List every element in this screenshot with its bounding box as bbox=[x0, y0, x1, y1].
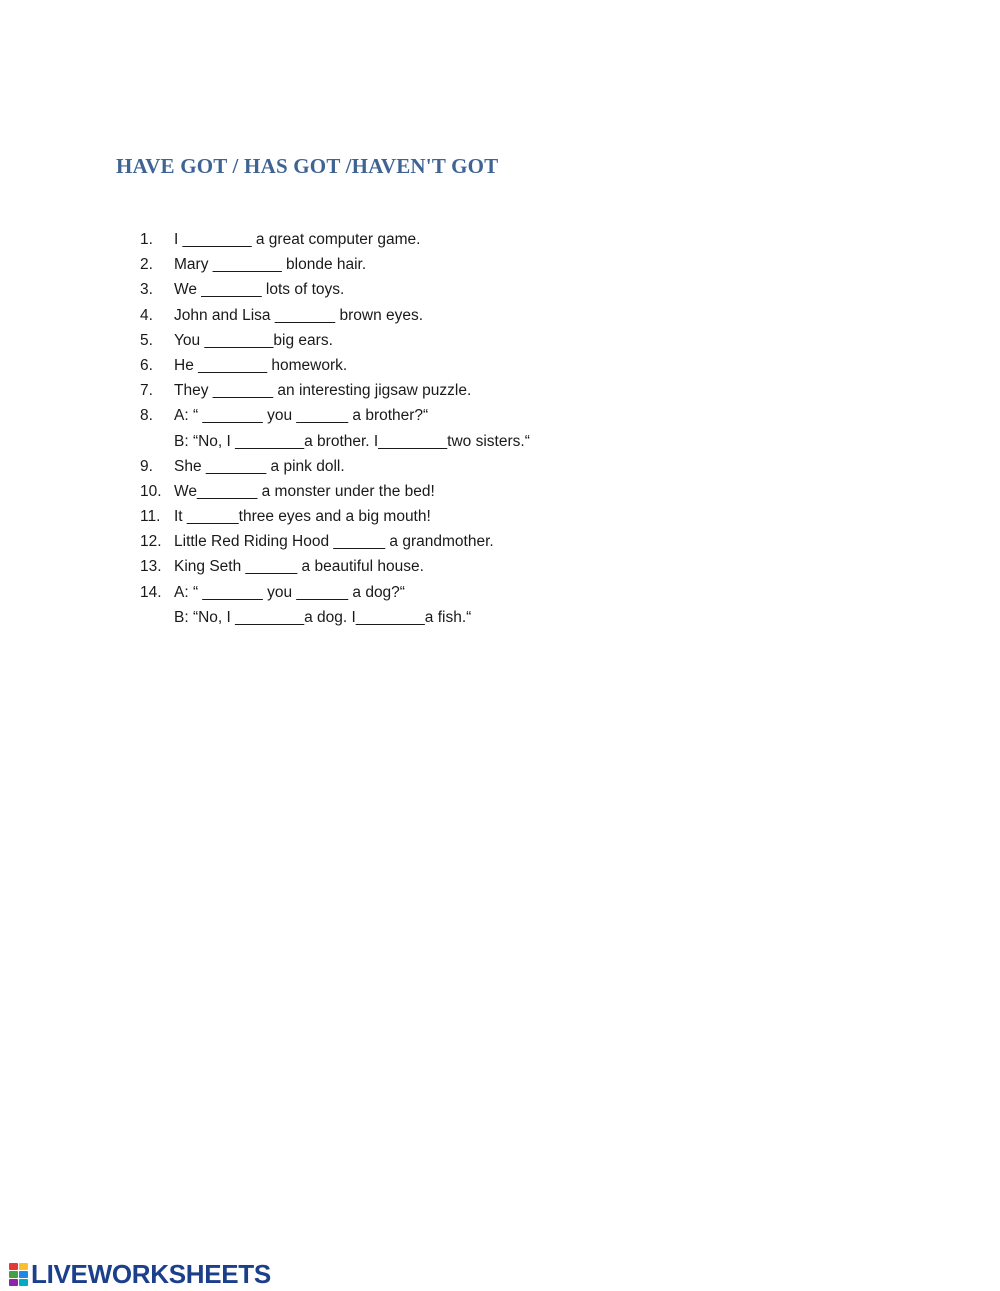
logo-block bbox=[9, 1279, 18, 1286]
item-sentence: We_______ a monster under the bed! bbox=[174, 482, 435, 500]
item-number: 11. bbox=[140, 508, 161, 526]
item-sentence: Mary ________ blonde hair. bbox=[174, 256, 367, 274]
item-number: 9. bbox=[140, 457, 153, 475]
exercise-item-7 bbox=[140, 378, 900, 403]
item-sentence: B: “No, I ________a dog. I________a fish.“ bbox=[174, 608, 472, 626]
exercise-list bbox=[140, 227, 900, 630]
exercise-item-4 bbox=[140, 303, 900, 328]
item-sentence: A: “ _______ you ______ a dog?“ bbox=[174, 583, 405, 601]
exercise-item-14a bbox=[140, 580, 900, 605]
item-number: 13. bbox=[140, 558, 162, 576]
item-sentence: She _______ a pink doll. bbox=[174, 457, 345, 475]
logo-icon bbox=[8, 1262, 28, 1286]
item-sentence: They _______ an interesting jigsaw puzzle. bbox=[174, 382, 472, 400]
item-sentence: King Seth ______ a beautiful house. bbox=[174, 558, 424, 576]
exercise-item-9 bbox=[140, 454, 900, 479]
item-sentence: We _______ lots of toys. bbox=[174, 281, 345, 299]
exercise-item-13 bbox=[140, 554, 900, 579]
item-sentence: John and Lisa _______ brown eyes. bbox=[174, 306, 424, 324]
item-number: 10. bbox=[140, 482, 162, 500]
item-sentence: It ______three eyes and a big mouth! bbox=[174, 508, 431, 526]
item-number: 4. bbox=[140, 306, 153, 324]
exercise-item-10 bbox=[140, 479, 900, 504]
exercise-item-14b bbox=[140, 605, 900, 630]
exercise-item-12 bbox=[140, 529, 900, 554]
item-number: 6. bbox=[140, 356, 153, 374]
item-number: 2. bbox=[140, 256, 153, 274]
exercise-item-8b bbox=[140, 429, 900, 454]
logo-block bbox=[9, 1271, 18, 1278]
item-number: 8. bbox=[140, 407, 153, 425]
exercise-item-5 bbox=[140, 328, 900, 353]
exercise-item-2 bbox=[140, 252, 900, 277]
logo-block bbox=[19, 1271, 28, 1278]
item-number: 5. bbox=[140, 331, 153, 349]
item-sentence: A: “ _______ you ______ a brother?“ bbox=[174, 407, 429, 425]
exercise-item-3 bbox=[140, 277, 900, 302]
exercise-item-6 bbox=[140, 353, 900, 378]
logo-block bbox=[9, 1263, 18, 1270]
worksheet-title: HAVE GOT / HAS GOT /HAVEN'T GOT bbox=[116, 154, 499, 178]
exercise-item-11 bbox=[140, 504, 900, 529]
item-sentence: He ________ homework. bbox=[174, 356, 348, 374]
logo-text: LIVEWORKSHEETS bbox=[31, 1259, 271, 1289]
item-sentence: You ________big ears. bbox=[174, 331, 333, 349]
liveworksheets-logo bbox=[8, 1260, 271, 1288]
exercise-item-1 bbox=[140, 227, 900, 252]
logo-block bbox=[19, 1263, 28, 1270]
item-number: 14. bbox=[140, 583, 162, 601]
exercise-item-8a bbox=[140, 403, 900, 428]
item-number: 7. bbox=[140, 382, 153, 400]
logo-block bbox=[19, 1279, 28, 1286]
item-number: 3. bbox=[140, 281, 153, 299]
item-number: 12. bbox=[140, 533, 162, 551]
item-sentence: I ________ a great computer game. bbox=[174, 231, 421, 248]
item-sentence: B: “No, I ________a brother. I________two sisters.“ bbox=[174, 432, 530, 450]
item-number: 1. bbox=[140, 231, 153, 248]
item-sentence: Little Red Riding Hood ______ a grandmother. bbox=[174, 533, 494, 551]
